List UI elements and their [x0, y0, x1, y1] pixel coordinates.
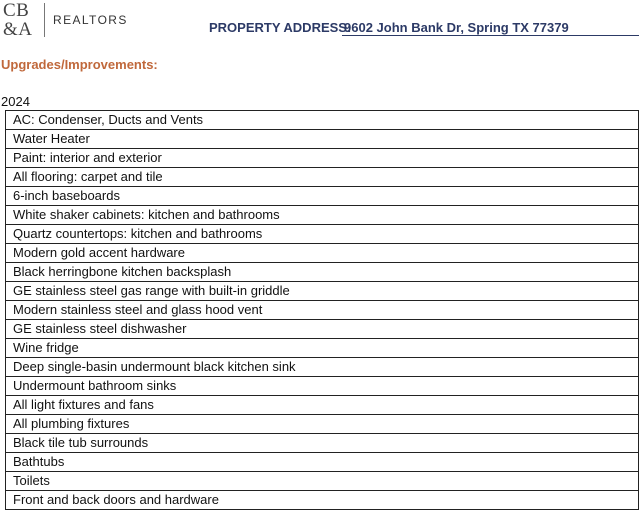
- logo-divider: [44, 3, 45, 37]
- property-address: [209, 20, 639, 36]
- table-row: [6, 396, 639, 415]
- table-row: [6, 244, 639, 263]
- address-label: PROPERTY ADDRESS:: [209, 20, 352, 35]
- upgrade-item: Undermount bathroom sinks: [6, 377, 639, 396]
- table-row: [6, 111, 639, 130]
- upgrade-item: Modern stainless steel and glass hood vent: [6, 301, 639, 320]
- upgrades-table: [5, 110, 639, 510]
- table-row: [6, 130, 639, 149]
- upgrade-item: Front and back doors and hardware: [6, 491, 639, 510]
- table-row: [6, 168, 639, 187]
- upgrade-item: AC: Condenser, Ducts and Vents: [6, 111, 639, 130]
- table-row: [6, 472, 639, 491]
- upgrade-item: Modern gold accent hardware: [6, 244, 639, 263]
- table-row: [6, 301, 639, 320]
- upgrade-item: 6-inch baseboards: [6, 187, 639, 206]
- table-row: [6, 358, 639, 377]
- table-row: [6, 453, 639, 472]
- year-label: 2024: [1, 94, 30, 109]
- table-row: [6, 263, 639, 282]
- table-row: [6, 339, 639, 358]
- upgrade-item: Black tile tub surrounds: [6, 434, 639, 453]
- upgrade-item: Black herringbone kitchen backsplash: [6, 263, 639, 282]
- table-row: [6, 434, 639, 453]
- upgrade-item: GE stainless steel dishwasher: [6, 320, 639, 339]
- upgrade-item: Paint: interior and exterior: [6, 149, 639, 168]
- table-row: [6, 206, 639, 225]
- company-logo: [3, 1, 43, 39]
- upgrade-item: GE stainless steel gas range with built-in griddle: [6, 282, 639, 301]
- upgrade-item: All light fixtures and fans: [6, 396, 639, 415]
- upgrade-item: All flooring: carpet and tile: [6, 168, 639, 187]
- upgrade-item: Water Heater: [6, 130, 639, 149]
- upgrade-item: Quartz countertops: kitchen and bathrooms: [6, 225, 639, 244]
- upgrade-item: Bathtubs: [6, 453, 639, 472]
- address-value: 9602 John Bank Dr, Spring TX 77379: [344, 20, 569, 35]
- brand-name: REALTORS: [53, 13, 128, 27]
- upgrade-item: Deep single-basin undermount black kitchen sink: [6, 358, 639, 377]
- section-title: Upgrades/Improvements:: [1, 57, 158, 72]
- table-row: [6, 149, 639, 168]
- table-row: [6, 225, 639, 244]
- upgrade-item: Toilets: [6, 472, 639, 491]
- table-row: [6, 187, 639, 206]
- upgrade-item: Wine fridge: [6, 339, 639, 358]
- upgrade-item: White shaker cabinets: kitchen and bathrooms: [6, 206, 639, 225]
- table-row: [6, 320, 639, 339]
- logo-text-bottom: &A: [3, 19, 33, 40]
- table-row: [6, 491, 639, 510]
- address-underline: [342, 35, 639, 36]
- table-row: [6, 282, 639, 301]
- table-row: [6, 377, 639, 396]
- table-row: [6, 415, 639, 434]
- logo-text-top: CB: [3, 0, 30, 21]
- upgrade-item: All plumbing fixtures: [6, 415, 639, 434]
